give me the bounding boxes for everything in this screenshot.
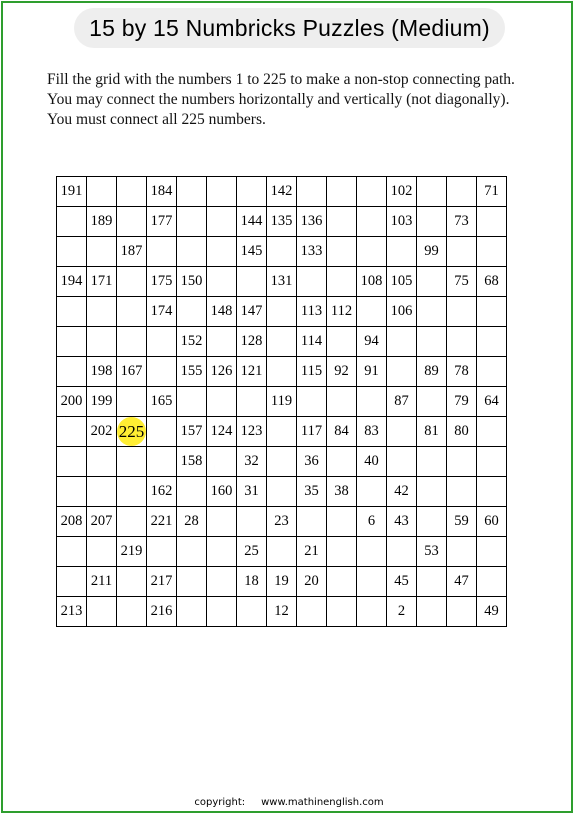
page-title: 15 by 15 Numbricks Puzzles (Medium)	[89, 14, 490, 41]
grid-cell-given: 147	[237, 297, 267, 327]
grid-row	[57, 477, 507, 507]
grid-cell-empty[interactable]	[327, 387, 357, 417]
copyright-link[interactable]: www.mathinenglish.com	[261, 797, 384, 808]
grid-cell-empty[interactable]	[147, 537, 177, 567]
grid-cell-given: 211	[87, 567, 117, 597]
grid-cell-given: 187	[117, 237, 147, 267]
grid-cell-empty[interactable]	[327, 567, 357, 597]
grid-cell-given: 68	[477, 267, 507, 297]
grid-cell-empty[interactable]	[327, 507, 357, 537]
copyright-label: copyright:	[194, 797, 246, 808]
grid-cell-empty[interactable]	[447, 297, 477, 327]
grid-cell-given: 53	[417, 537, 447, 567]
highlight-circle: 225	[117, 417, 146, 446]
grid-cell-given: 136	[297, 207, 327, 237]
grid-cell-empty[interactable]	[207, 327, 237, 357]
grid-row	[57, 567, 507, 597]
grid-cell-empty[interactable]	[177, 537, 207, 567]
grid-cell-empty[interactable]	[207, 447, 237, 477]
grid-cell-given: 213	[57, 597, 87, 627]
grid-cell-given: 219	[117, 537, 147, 567]
grid-row	[57, 177, 507, 207]
grid-cell-given: 135	[267, 207, 297, 237]
grid-cell-given: 189	[87, 207, 117, 237]
grid-cell-empty[interactable]	[117, 207, 147, 237]
grid-cell-empty[interactable]	[87, 597, 117, 627]
grid-cell-empty[interactable]	[57, 297, 87, 327]
grid-cell-empty[interactable]	[387, 237, 417, 267]
grid-cell-given: 221	[147, 507, 177, 537]
grid-cell-empty[interactable]	[177, 567, 207, 597]
grid-cell-empty[interactable]	[177, 387, 207, 417]
grid-row	[57, 297, 507, 327]
grid-cell-empty[interactable]	[417, 327, 447, 357]
grid-cell-empty[interactable]	[87, 177, 117, 207]
grid-cell-empty[interactable]	[87, 297, 117, 327]
grid-cell-empty[interactable]	[387, 357, 417, 387]
grid-cell-empty[interactable]	[147, 417, 177, 447]
grid-cell-given: 150	[177, 267, 207, 297]
grid-cell-empty[interactable]	[207, 267, 237, 297]
grid-cell-given: 80	[447, 417, 477, 447]
grid-cell-given: 175	[147, 267, 177, 297]
grid-cell-given: 94	[357, 327, 387, 357]
grid-cell-given: 28	[177, 507, 207, 537]
grid-cell-given: 49	[477, 597, 507, 627]
grid-cell-given: 199	[87, 387, 117, 417]
grid-cell-given: 60	[477, 507, 507, 537]
grid-cell-empty[interactable]	[117, 507, 147, 537]
grid-cell-empty[interactable]	[57, 207, 87, 237]
grid-cell-given: 106	[387, 297, 417, 327]
grid-cell-empty[interactable]	[177, 597, 207, 627]
grid-cell-empty[interactable]	[357, 297, 387, 327]
grid-cell-empty[interactable]	[147, 237, 177, 267]
grid-cell-empty[interactable]	[117, 267, 147, 297]
grid-cell-empty[interactable]	[177, 297, 207, 327]
grid-cell-empty[interactable]	[447, 597, 477, 627]
grid-cell-given: 177	[147, 207, 177, 237]
grid-cell-empty[interactable]	[357, 207, 387, 237]
grid-cell-empty[interactable]	[297, 267, 327, 297]
grid-cell-given: 114	[297, 327, 327, 357]
grid-cell-given: 124	[207, 417, 237, 447]
grid-cell-empty[interactable]	[237, 177, 267, 207]
grid-cell-empty[interactable]	[117, 477, 147, 507]
grid-cell-given: 81	[417, 417, 447, 447]
grid-cell-given: 92	[327, 357, 357, 387]
grid-cell-given: 79	[447, 387, 477, 417]
grid-row	[57, 507, 507, 537]
grid-row	[57, 537, 507, 567]
grid-cell-empty[interactable]	[87, 477, 117, 507]
grid-cell-empty[interactable]	[207, 237, 237, 267]
grid-cell-empty[interactable]	[207, 387, 237, 417]
grid-cell-highlighted	[117, 417, 147, 447]
grid-cell-given: 6	[357, 507, 387, 537]
grid-cell-empty[interactable]	[327, 207, 357, 237]
grid-cell-empty[interactable]	[207, 207, 237, 237]
grid-cell-given: 43	[387, 507, 417, 537]
grid-cell-empty[interactable]	[447, 447, 477, 477]
grid-cell-empty[interactable]	[447, 237, 477, 267]
grid-cell-given: 112	[327, 297, 357, 327]
grid-cell-empty[interactable]	[207, 537, 237, 567]
grid-cell-empty[interactable]	[177, 237, 207, 267]
grid-row	[57, 207, 507, 237]
grid-cell-empty[interactable]	[297, 507, 327, 537]
grid-cell-empty[interactable]	[207, 567, 237, 597]
grid-cell-empty[interactable]	[147, 327, 177, 357]
grid-cell-given: 35	[297, 477, 327, 507]
grid-row	[57, 597, 507, 627]
grid-cell-empty[interactable]	[447, 537, 477, 567]
grid-cell-given: 119	[267, 387, 297, 417]
grid-cell-given: 162	[147, 477, 177, 507]
grid-cell-given: 152	[177, 327, 207, 357]
grid-cell-given: 200	[57, 387, 87, 417]
grid-cell-empty[interactable]	[327, 237, 357, 267]
grid-cell-empty[interactable]	[327, 597, 357, 627]
grid-cell-given: 105	[387, 267, 417, 297]
grid-cell-given: 155	[177, 357, 207, 387]
instruction-line: Fill the grid with the numbers 1 to 225 to make a non-stop connecting path.	[47, 71, 515, 88]
grid-cell-given: 198	[87, 357, 117, 387]
grid-cell-empty[interactable]	[417, 297, 447, 327]
grid-cell-given: 18	[237, 567, 267, 597]
grid-cell-empty[interactable]	[477, 237, 507, 267]
grid-cell-empty[interactable]	[57, 447, 87, 477]
grid-cell-empty[interactable]	[237, 387, 267, 417]
grid-cell-given: 89	[417, 357, 447, 387]
grid-cell-empty[interactable]	[417, 387, 447, 417]
grid-cell-empty[interactable]	[57, 327, 87, 357]
grid-cell-empty[interactable]	[87, 447, 117, 477]
grid-cell-empty[interactable]	[57, 477, 87, 507]
grid-cell-empty[interactable]	[87, 327, 117, 357]
grid-cell-empty[interactable]	[357, 387, 387, 417]
grid-cell-given: 45	[387, 567, 417, 597]
grid-cell-empty[interactable]	[327, 447, 357, 477]
grid-row	[57, 237, 507, 267]
grid-cell-empty[interactable]	[177, 177, 207, 207]
grid-cell-given: 117	[297, 417, 327, 447]
grid-cell-given: 47	[447, 567, 477, 597]
grid-cell-empty[interactable]	[57, 357, 87, 387]
grid-cell-given: 25	[237, 537, 267, 567]
grid-cell-given: 144	[237, 207, 267, 237]
grid-cell-given: 128	[237, 327, 267, 357]
grid-cell-empty[interactable]	[417, 177, 447, 207]
grid-cell-given: 167	[117, 357, 147, 387]
grid-cell-empty[interactable]	[147, 357, 177, 387]
grid-cell-given: 20	[297, 567, 327, 597]
grid-cell-given: 126	[207, 357, 237, 387]
grid-cell-given: 64	[477, 387, 507, 417]
grid-cell-given: 113	[297, 297, 327, 327]
grid-cell-empty[interactable]	[477, 207, 507, 237]
grid-cell-empty[interactable]	[117, 567, 147, 597]
grid-cell-empty[interactable]	[327, 177, 357, 207]
grid-cell-empty[interactable]	[267, 357, 297, 387]
grid-cell-empty[interactable]	[57, 567, 87, 597]
grid-cell-given: 158	[177, 447, 207, 477]
grid-cell-given: 40	[357, 447, 387, 477]
grid-cell-given: 19	[267, 567, 297, 597]
grid-cell-given: 133	[297, 237, 327, 267]
grid-cell-empty[interactable]	[417, 267, 447, 297]
grid-cell-empty[interactable]	[387, 537, 417, 567]
grid-cell-empty[interactable]	[297, 177, 327, 207]
grid-cell-empty[interactable]	[357, 177, 387, 207]
grid-cell-given: 131	[267, 267, 297, 297]
grid-cell-given: 115	[297, 357, 327, 387]
grid-cell-empty[interactable]	[387, 417, 417, 447]
footer	[0, 797, 578, 808]
grid-cell-given: 21	[297, 537, 327, 567]
grid-cell-empty[interactable]	[57, 417, 87, 447]
grid-cell-empty[interactable]	[417, 507, 447, 537]
grid-cell-empty[interactable]	[267, 297, 297, 327]
grid-cell-empty[interactable]	[327, 267, 357, 297]
grid-cell-given: 31	[237, 477, 267, 507]
grid-cell-given: 2	[387, 597, 417, 627]
grid-cell-empty[interactable]	[417, 447, 447, 477]
grid-cell-empty[interactable]	[117, 447, 147, 477]
grid-cell-empty[interactable]	[267, 327, 297, 357]
grid-cell-empty[interactable]	[357, 567, 387, 597]
grid-cell-empty[interactable]	[177, 207, 207, 237]
grid-cell-empty[interactable]	[477, 297, 507, 327]
grid-cell-empty[interactable]	[237, 507, 267, 537]
grid-cell-empty[interactable]	[117, 327, 147, 357]
grid-cell-empty[interactable]	[477, 477, 507, 507]
grid-cell-given: 91	[357, 357, 387, 387]
grid-cell-empty[interactable]	[357, 597, 387, 627]
grid-cell-given: 216	[147, 597, 177, 627]
grid-cell-given: 191	[57, 177, 87, 207]
grid-cell-given: 23	[267, 507, 297, 537]
grid-cell-empty[interactable]	[297, 387, 327, 417]
grid-cell-empty[interactable]	[417, 567, 447, 597]
title-banner	[74, 8, 505, 48]
grid-cell-given: 87	[387, 387, 417, 417]
grid-cell-empty[interactable]	[57, 237, 87, 267]
grid-cell-empty[interactable]	[237, 597, 267, 627]
grid-row	[57, 327, 507, 357]
grid-cell-given: 83	[357, 417, 387, 447]
grid-cell-empty[interactable]	[207, 507, 237, 537]
grid-cell-empty[interactable]	[477, 537, 507, 567]
grid-cell-empty[interactable]	[477, 357, 507, 387]
grid-cell-empty[interactable]	[267, 537, 297, 567]
grid-cell-given: 78	[447, 357, 477, 387]
grid-cell-empty[interactable]	[477, 327, 507, 357]
grid-cell-empty[interactable]	[87, 537, 117, 567]
instruction-line: You must connect all 225 numbers.	[47, 111, 266, 128]
grid-cell-empty[interactable]	[447, 477, 477, 507]
grid-cell-empty[interactable]	[387, 327, 417, 357]
grid-cell-empty[interactable]	[117, 177, 147, 207]
grid-cell-empty[interactable]	[117, 387, 147, 417]
grid-cell-empty[interactable]	[327, 327, 357, 357]
grid-cell-given: 217	[147, 567, 177, 597]
grid-cell-empty[interactable]	[417, 597, 447, 627]
grid-cell-given: 73	[447, 207, 477, 237]
grid-cell-empty[interactable]	[357, 477, 387, 507]
grid-cell-given: 42	[387, 477, 417, 507]
grid-cell-empty[interactable]	[237, 267, 267, 297]
grid-cell-given: 207	[87, 507, 117, 537]
grid-cell-given: 157	[177, 417, 207, 447]
grid-cell-given: 103	[387, 207, 417, 237]
grid-cell-given: 148	[207, 297, 237, 327]
puzzle-grid	[56, 176, 507, 627]
grid-cell-empty[interactable]	[477, 417, 507, 447]
grid-cell-empty[interactable]	[267, 237, 297, 267]
grid-cell-empty[interactable]	[477, 447, 507, 477]
grid-row	[57, 417, 507, 447]
grid-cell-empty[interactable]	[387, 447, 417, 477]
grid-cell-empty[interactable]	[117, 297, 147, 327]
grid-cell-given: 12	[267, 597, 297, 627]
grid-cell-empty[interactable]	[417, 207, 447, 237]
grid-cell-given: 194	[57, 267, 87, 297]
instruction-line: You may connect the numbers horizontally and vertically (not diagonally).	[47, 91, 510, 108]
grid-cell-empty[interactable]	[357, 537, 387, 567]
grid-cell-empty[interactable]	[477, 567, 507, 597]
grid-cell-given: 184	[147, 177, 177, 207]
grid-cell-empty[interactable]	[357, 237, 387, 267]
grid-cell-given: 32	[237, 447, 267, 477]
grid-cell-given: 59	[447, 507, 477, 537]
grid-cell-empty[interactable]	[267, 417, 297, 447]
grid-cell-empty[interactable]	[147, 447, 177, 477]
grid-cell-given: 142	[267, 177, 297, 207]
grid-cell-given: 160	[207, 477, 237, 507]
grid-cell-empty[interactable]	[207, 597, 237, 627]
grid-cell-given: 171	[87, 267, 117, 297]
grid-cell-empty[interactable]	[177, 477, 207, 507]
grid-cell-empty[interactable]	[117, 597, 147, 627]
grid-cell-empty[interactable]	[87, 237, 117, 267]
grid-cell-given: 202	[87, 417, 117, 447]
grid-cell-empty[interactable]	[267, 477, 297, 507]
grid-cell-empty[interactable]	[447, 327, 477, 357]
grid-cell-empty[interactable]	[267, 447, 297, 477]
grid-cell-given: 208	[57, 507, 87, 537]
grid-row	[57, 387, 507, 417]
grid-cell-empty[interactable]	[447, 177, 477, 207]
grid-cell-empty[interactable]	[417, 477, 447, 507]
grid-cell-given: 108	[357, 267, 387, 297]
grid-cell-given: 102	[387, 177, 417, 207]
grid-cell-given: 71	[477, 177, 507, 207]
grid-cell-given: 36	[297, 447, 327, 477]
grid-cell-given: 38	[327, 477, 357, 507]
grid-cell-empty[interactable]	[297, 597, 327, 627]
grid-cell-given: 174	[147, 297, 177, 327]
grid-row	[57, 447, 507, 477]
grid-row	[57, 267, 507, 297]
instructions	[47, 70, 547, 130]
grid-cell-empty[interactable]	[57, 537, 87, 567]
grid-cell-given: 123	[237, 417, 267, 447]
grid-row	[57, 357, 507, 387]
grid-cell-given: 165	[147, 387, 177, 417]
grid-cell-empty[interactable]	[207, 177, 237, 207]
grid-cell-given: 99	[417, 237, 447, 267]
grid-cell-given: 84	[327, 417, 357, 447]
grid-cell-empty[interactable]	[327, 537, 357, 567]
grid-cell-given: 121	[237, 357, 267, 387]
grid-cell-given: 75	[447, 267, 477, 297]
grid-cell-given: 145	[237, 237, 267, 267]
